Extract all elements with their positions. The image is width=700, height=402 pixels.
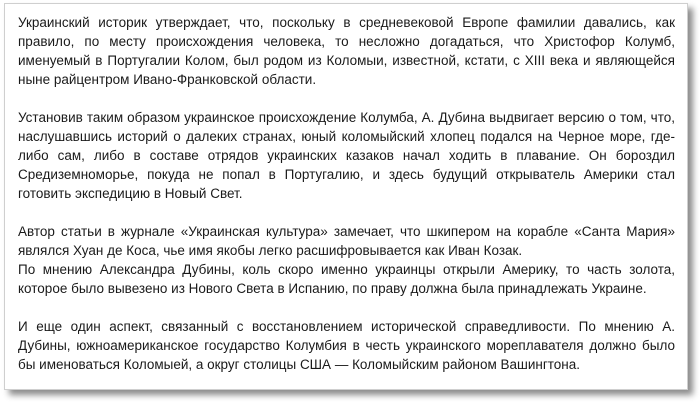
- paragraph-2: Установив таким образом украинское происхождение Колумба, А. Дубина выдвигает версию о том, что, наслушавшись историй о далеких странах, юный коломыйский хлопец подался на Черное море, где-либо сам, либо в составе отрядов украинских казаков начал ходить в плавание. Он бороздил Средиземноморье, покуда не попал в Португалию, и здесь будущий открыватель Америки стал готовить экспедицию в Новый Свет.: [18, 110, 675, 201]
- paragraph-spacer: [18, 203, 675, 222]
- paragraph-3: Автор статьи в журнале «Украинская культура» замечает, что шкипером на корабле «Санта Мария» являлся Хуан де Коса, чье имя якобы легко расшифровывается как Иван Козак.: [18, 224, 675, 258]
- paragraph-spacer: [18, 298, 675, 317]
- paragraph-4: По мнению Александра Дубины, коль скоро именно украинцы открыли Америку, то часть золота, которое было вывезено из Нового Света в Испанию, по праву должна была принадлежать Украине.: [18, 262, 675, 296]
- paragraph-1: Украинский историк утверждает, что, поскольку в средневековой Европе фамилии давались, как правило, по месту происхождения человека, то несложно догадаться, что Христофор Колумб, именуемый в Португалии Колом, был родом из Коломыи, известной, кстати, с XIII века и являющейся ныне райцентром Ивано-Франковской области.: [18, 15, 675, 87]
- paragraph-spacer: [18, 89, 675, 108]
- paragraph-5: И еще один аспект, связанный с восстановлением исторической справедливости. По мнению А. Дубины, южноамериканское государство Колумбия в честь украинского мореплавателя должно было бы именоваться Коломыей, а округ столицы США — Коломыйским районом Вашингтона.: [18, 319, 675, 372]
- article-frame: [4, 3, 688, 390]
